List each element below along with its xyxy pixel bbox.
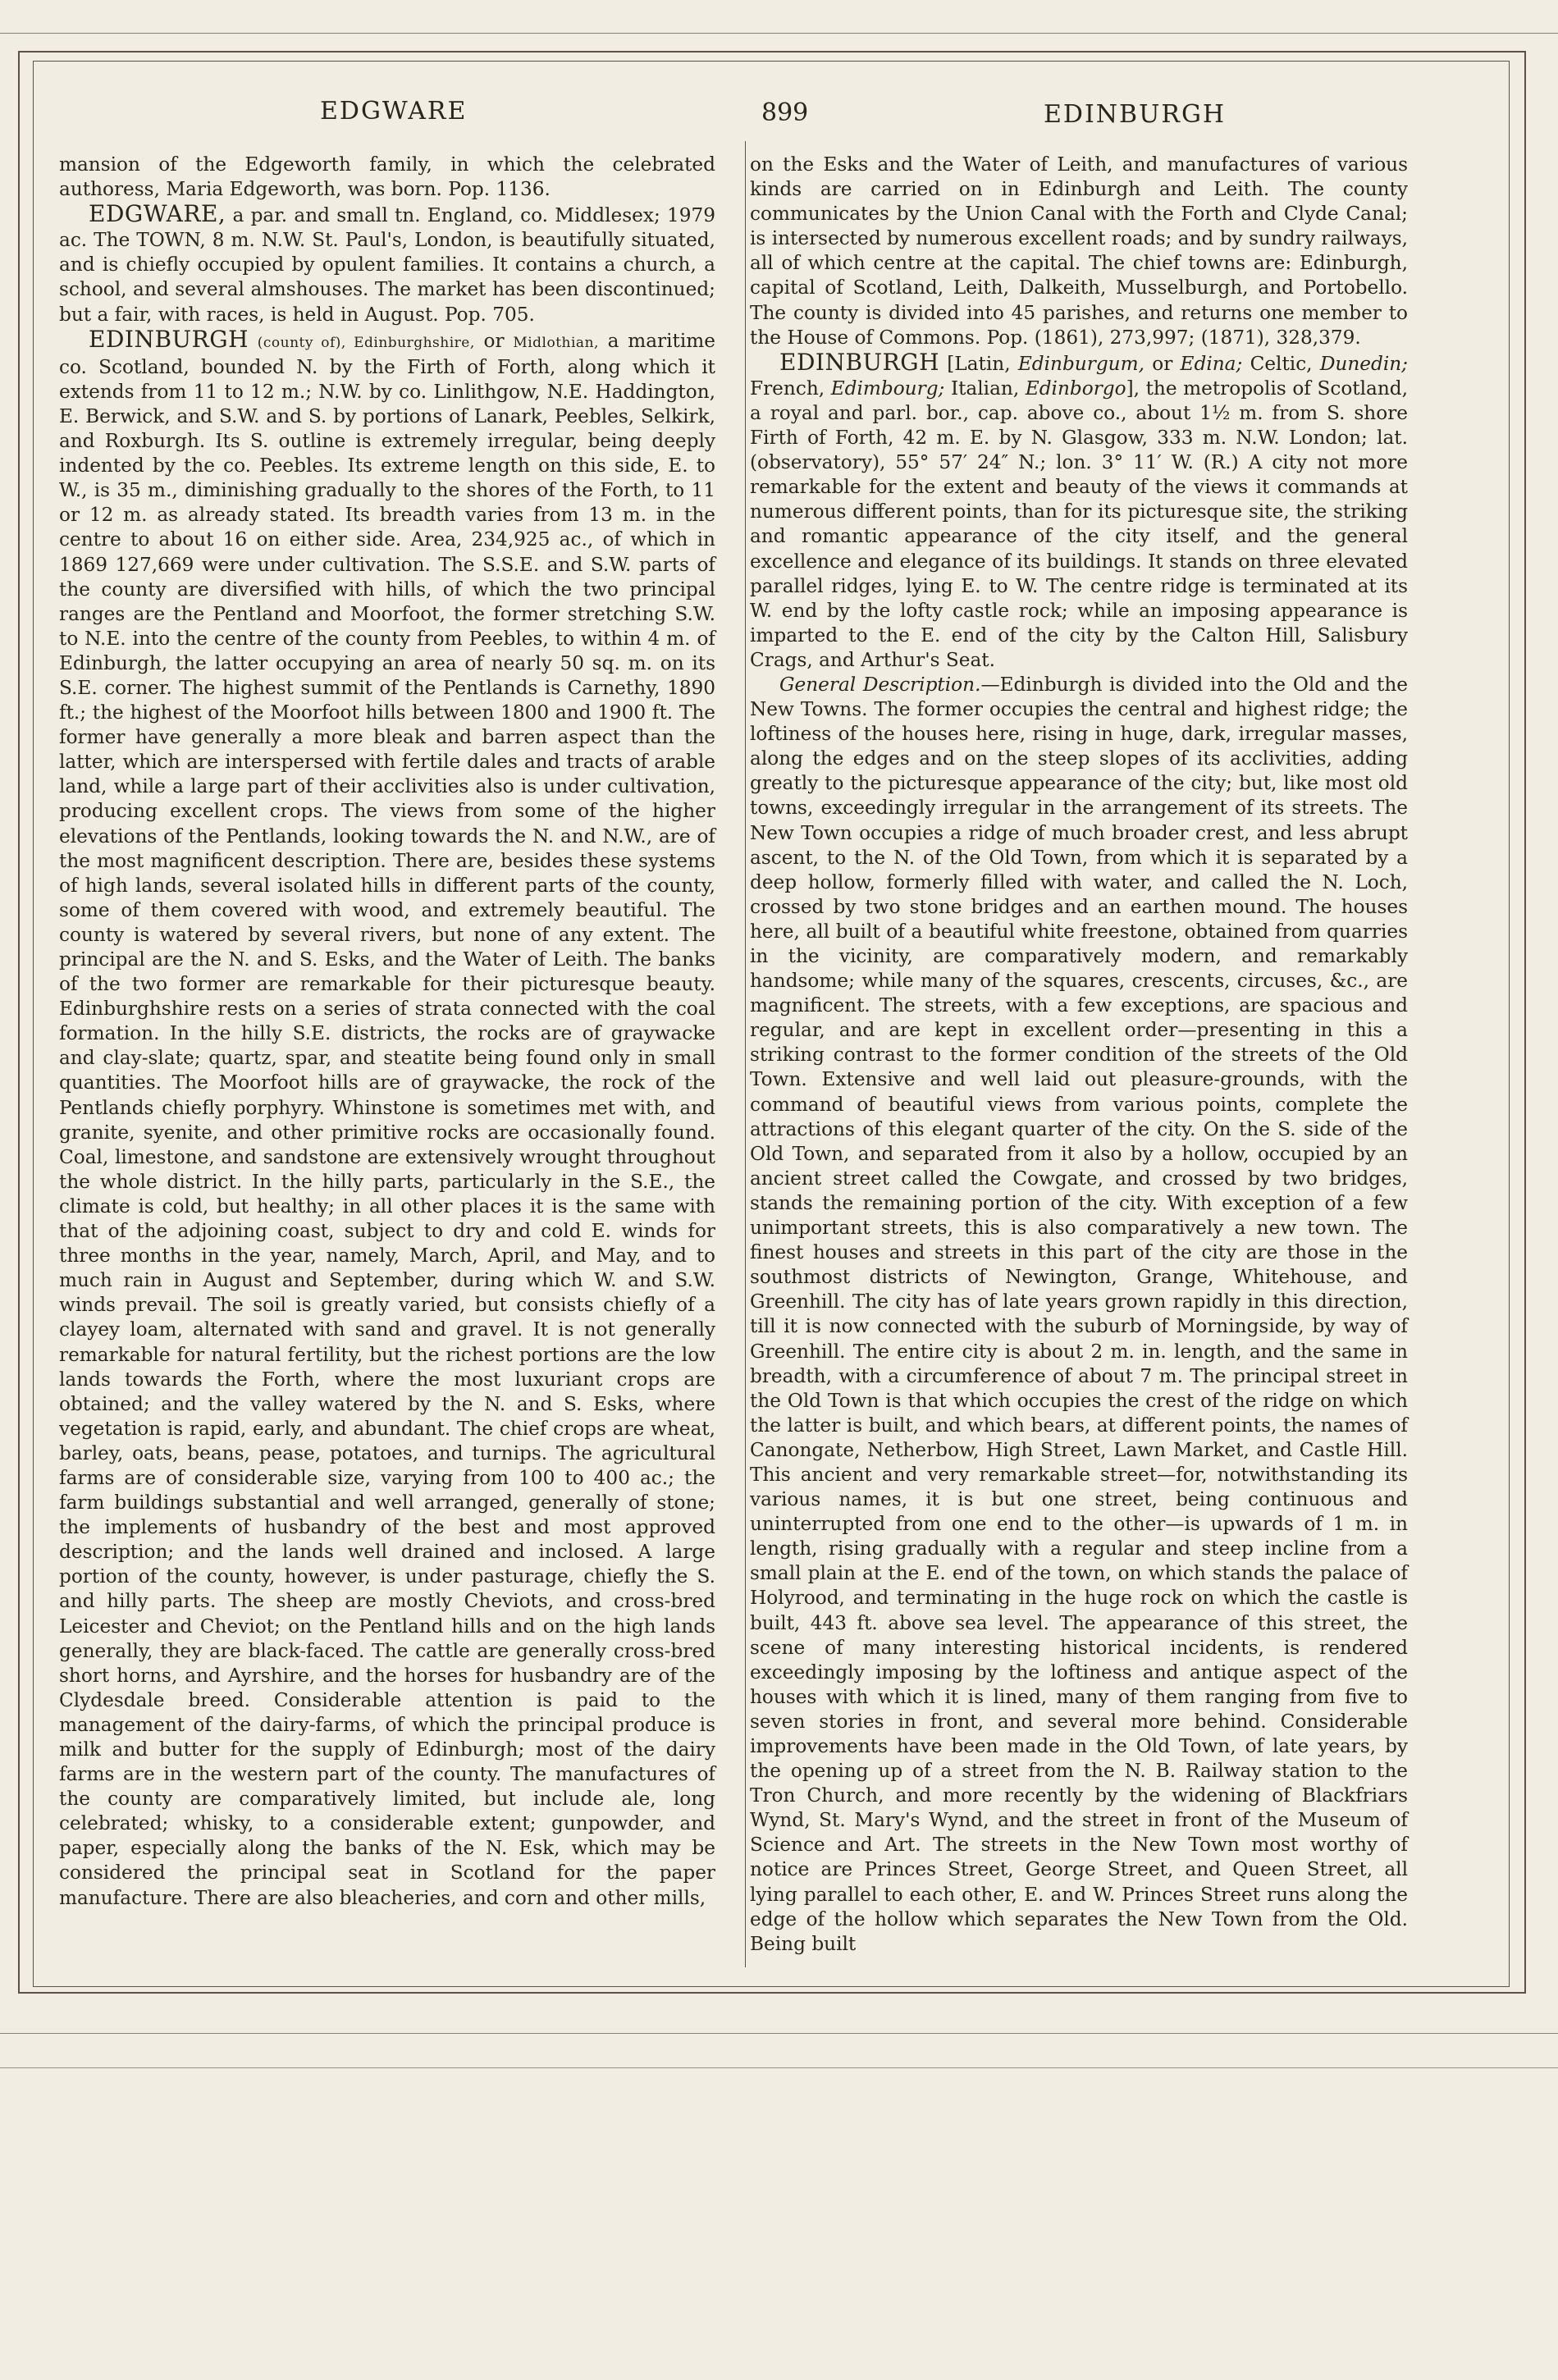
- text-fragment: Italian,: [944, 377, 1026, 400]
- text-fragment: or: [1144, 352, 1181, 375]
- bottom-rule: [0, 2033, 1558, 2034]
- section-general-description: [750, 673, 1408, 1957]
- paragraph-county-continued: on the Esks and the Water of Leith, and manufactures of various kinds are carried on in Edinburgh and Leith. The county communicates by the Union Canal with the Forth and Clyde Canal; is intersected by numerous excellent roads; and by sundry railways, all of which centre at the capital. The chief towns are: Edinburgh, capital of Scotland, Leith, Dalkeith, Musselburgh, and Portobello. The county is divided into 45 parishes, and returns one member to the House of Commons. Pop. (1861), 273,997; (1871), 328,379.: [750, 153, 1408, 349]
- header-left-word: EDGWARE: [320, 97, 468, 126]
- entry-body-edinburgh-city: ], the metropolis of Scotland, a royal and parl. bor., cap. above co., about 1½ m. from S. shore Firth of Forth, 42 m. E. by N. Glasgow, 333 m. N.W. London; lat. (observatory), 55° 57′ 24″ N.; lon. 3° 11′ W. (R.) A city not more remarkable for the extent and beauty of the views it commands at numerous different points, than for its picturesque site, the striking and romantic appearance of the city itself, and the general excellence and elegance of its buildings. It stands on three elevated parallel ridges, lying E. to W. The centre ridge is terminated at its W. end by the lofty castle rock; while an imposing appearance is imparted to the E. end of the city by the Calton Hill, Salisbury Crags, and Arthur's Seat.: [750, 377, 1408, 671]
- running-header: [49, 97, 1493, 138]
- latin-name-alt: Edina;: [1180, 352, 1243, 375]
- page-number: 899: [761, 98, 809, 127]
- entry-smallcaps-midlothian: Midlothian,: [513, 334, 599, 351]
- column-divider: [745, 141, 746, 1967]
- top-rule: [0, 33, 1558, 34]
- italian-name: Edinborgo: [1025, 377, 1126, 400]
- text-fragment: [Latin,: [939, 352, 1018, 375]
- french-name: Edimbourg;: [830, 377, 945, 400]
- section-body-general-description: —Edinburgh is divided into the Old and the New Towns. The former occupies the central and highest ridge; the loftiness of the houses here, rising in huge, dark, irregular masses, along the edges and on the steep slopes of its acclivities, adding greatly to the picturesque appearance of the city; but, like most old towns, exceedingly irregular in the arrangement of its streets. The New Town occupies a ridge of much broader crest, and less abrupt ascent, to the N. of the Old Town, from which it is separated by a deep hollow, formerly filled with water, and called the N. Loch, crossed by two stone bridges and an earthen mound. The houses here, all built of a beautiful white freestone, obtained from quarries in the vicinity, are comparatively modern, and remarkably handsome; while many of the squares, crescents, circuses, &c., are magnificent. The streets, with a few exceptions, are spacious and regular, and are kept in excellent order—presenting in this a striking contrast to the former condition of the streets of the Old Town. Extensive and well laid out pleasure-grounds, with the command of beautiful views from various points, complete the attractions of this elegant quarter of the city. On the S. side of the Old Town, and separated from it also by a hollow, occupied by an ancient street called the Cowgate, and crossed by two bridges, stands the remaining portion of the city. With exception of a few unimportant streets, this is also comparatively a new town. The finest houses and streets in this part of the city are those in the southmost districts of Newington, Grange, Whitehouse, and Greenhill. The city has of late years grown rapidly in this direction, till it is now connected with the suburb of Morningside, by way of Greenhill. The entire city is about 2 m. in. length, and the same in breadth, with a circumference of about 7 m. The principal street in the Old Town is that which occupies the crest of the ridge on which the latter is built, and which bears, at different points, the names of Canongate, Netherbow, High Street, Lawn Market, and Castle Hill. This ancient and very remarkable street—for, notwithstanding its various names, it is but one street, being continuous and uninterrupted from one end to the other—is upwards of 1 m. in length, rising gradually with a regular and steep incline from a small plain at the E. end of the town, on which stands the palace of Holyrood, and terminating in the huge rock on which the castle is built, 443 ft. above sea level. The appearance of this street, the scene of many interesting historical incidents, is rendered exceedingly imposing by the loftiness and antique aspect of the houses with which it is lined, many of them ranging from five to seven stories in front, and several more behind. Considerable improvements have been made in the Old Town, of late years, by the opening up of a street from the N. B. Railway station to the Tron Church, and more recently by the widening of Blackfriars Wynd, St. Mary's Wynd, and the street in front of the Museum of Science and Art. The streets in the New Town most worthy of notice are Princes Street, George Street, and Queen Street, all lying parallel to each other, E. and W. Princes Street runs along the edge of the hollow which separates the New Town from the Old. Being built: [750, 673, 1408, 1955]
- entry-edgware: [59, 202, 715, 327]
- header-right-word: EDINBURGH: [1044, 100, 1227, 129]
- left-column: [59, 153, 715, 1911]
- text-fragment: French,: [750, 377, 831, 400]
- text-fragment: Celtic,: [1242, 352, 1320, 375]
- entry-title-edinburgh-city: EDINBURGH: [779, 348, 939, 376]
- right-column: [750, 153, 1408, 1957]
- celtic-name: Dunedin;: [1319, 352, 1408, 375]
- entry-edinburgh-county: [59, 327, 715, 1911]
- entry-title-edinburgh-county: EDINBURGH: [89, 325, 249, 353]
- entry-title-edgware: EDGWARE,: [89, 200, 226, 228]
- bottom-rule-lower: [0, 2067, 1558, 2068]
- latin-name: Edinburgum,: [1017, 352, 1145, 375]
- entry-smallcaps-county: (county of), Edinburghshire,: [257, 334, 475, 351]
- section-heading-general-description: General Description.: [779, 673, 981, 696]
- entry-body-edinburgh-county: a maritime co. Scotland, bounded N. by the Firth of Forth, along which it extends from 11 to 12 m.; N.W. by co. Linlithgow, N.E. Haddington, E. Berwick, and S.W. and S. by portions of Lanark, Peebles, Selkirk, and Roxburgh. Its S. outline is extremely irregular, being deeply indented by the co. Peebles. Its extreme length on this side, E. to W., is 35 m., diminishing gradually to the shores of the Forth, to 11 or 12 m. as already stated. Its breadth varies from 13 m. in the centre to about 16 on either side. Area, 234,925 ac., of which in 1869 127,669 were under cultivation. The S.S.E. and S.W. parts of the county are diversified with hills, of which the two principal ranges are the Pentland and Moorfoot, the former stretching S.W. to N.E. into the centre of the county from Peebles, to within 4 m. of Edinburgh, the latter occupying an area of nearly 50 sq. m. on its S.E. corner. The highest summit of the Pentlands is Carnethy, 1890 ft.; the highest of the Moorfoot hills between 1800 and 1900 ft. The former have generally a more bleak and barren aspect than the latter, which are interspersed with fertile dales and tracts of arable land, while a large part of their acclivities also is under cultivation, producing excellent crops. The views from some of the higher elevations of the Pentlands, looking towards the N. and N.W., are of the most magnificent description. There are, besides these systems of high lands, several isolated hills in different parts of the county, some of them covered with wood, and extremely beautiful. The county is watered by several rivers, but none of any extent. The principal are the N. and S. Esks, and the Water of Leith. The banks of the two former are remarkable for their picturesque beauty. Edinburghshire rests on a series of strata connected with the coal formation. In the hilly S.E. districts, the rocks are of graywacke and clay-slate; quartz, spar, and steatite being found only in small quantities. The Moorfoot hills are of graywacke, the rock of the Pentlands chiefly porphyry. Whinstone is sometimes met with, and granite, syenite, and other primitive rocks are occasionally found. Coal, limestone, and sandstone are extensively wrought throughout the whole district. In the hilly parts, particularly in the S.E., the climate is cold, but healthy; in all other places it is the same with that of the adjoining coast, subject to dry and cold E. winds for three months in the year, namely, March, April, and May, and to much rain in August and September, during which W. and S.W. winds prevail. The soil is greatly varied, but consists chiefly of a clayey loam, alternated with sand and gravel. It is not generally remarkable for natural fertility, but the richest portions are the low lands towards the Forth, where the most luxuriant crops are obtained; and the valley watered by the N. and S. Esks, where vegetation is rapid, early, and abundant. The chief crops are wheat, barley, oats, beans, pease, potatoes, and turnips. The agricultural farms are of considerable size, varying from 100 to 400 ac.; the farm buildings substantial and well arranged, generally of stone; the implements of husbandry of the best and most approved description; and the lands well drained and inclosed. A large portion of the county, however, is under pasturage, chiefly the S. and hilly parts. The sheep are mostly Cheviots, and cross-bred Leicester and Cheviot; on the Pentland hills and on the high lands generally, they are black-faced. The cattle are generally cross-bred short horns, and Ayrshire, and the horses for husbandry are of the Clydesdale breed. Considerable attention is paid to the management of the dairy-farms, of which the principal produce is milk and butter for the supply of Edinburgh; most of the dairy farms are in the western part of the county. The manufactures of the county are comparatively limited, but include ale, long celebrated; whisky, to a considerable extent; gunpowder, and paper, especially along the banks of the N. Esk, which may be considered the principal seat in Scotland for the paper manufacture. There are also bleacheries, and corn and other mills,: [59, 329, 715, 1909]
- entry-body-edgware: a par. and small tn. England, co. Middlesex; 1979 ac. The TOWN, 8 m. N.W. St. Paul's, London, is beautifully situated, and is chiefly occupied by opulent families. It contains a church, a school, and several almshouses. The market has been discontinued; but a fair, with races, is held in August. Pop. 705.: [59, 204, 715, 326]
- entry-edinburgh-city: [750, 350, 1408, 673]
- paragraph-edgeworth-continued: mansion of the Edgeworth family, in which the celebrated authoress, Maria Edgeworth, was born. Pop. 1136.: [59, 153, 715, 201]
- entry-or: or: [474, 329, 514, 352]
